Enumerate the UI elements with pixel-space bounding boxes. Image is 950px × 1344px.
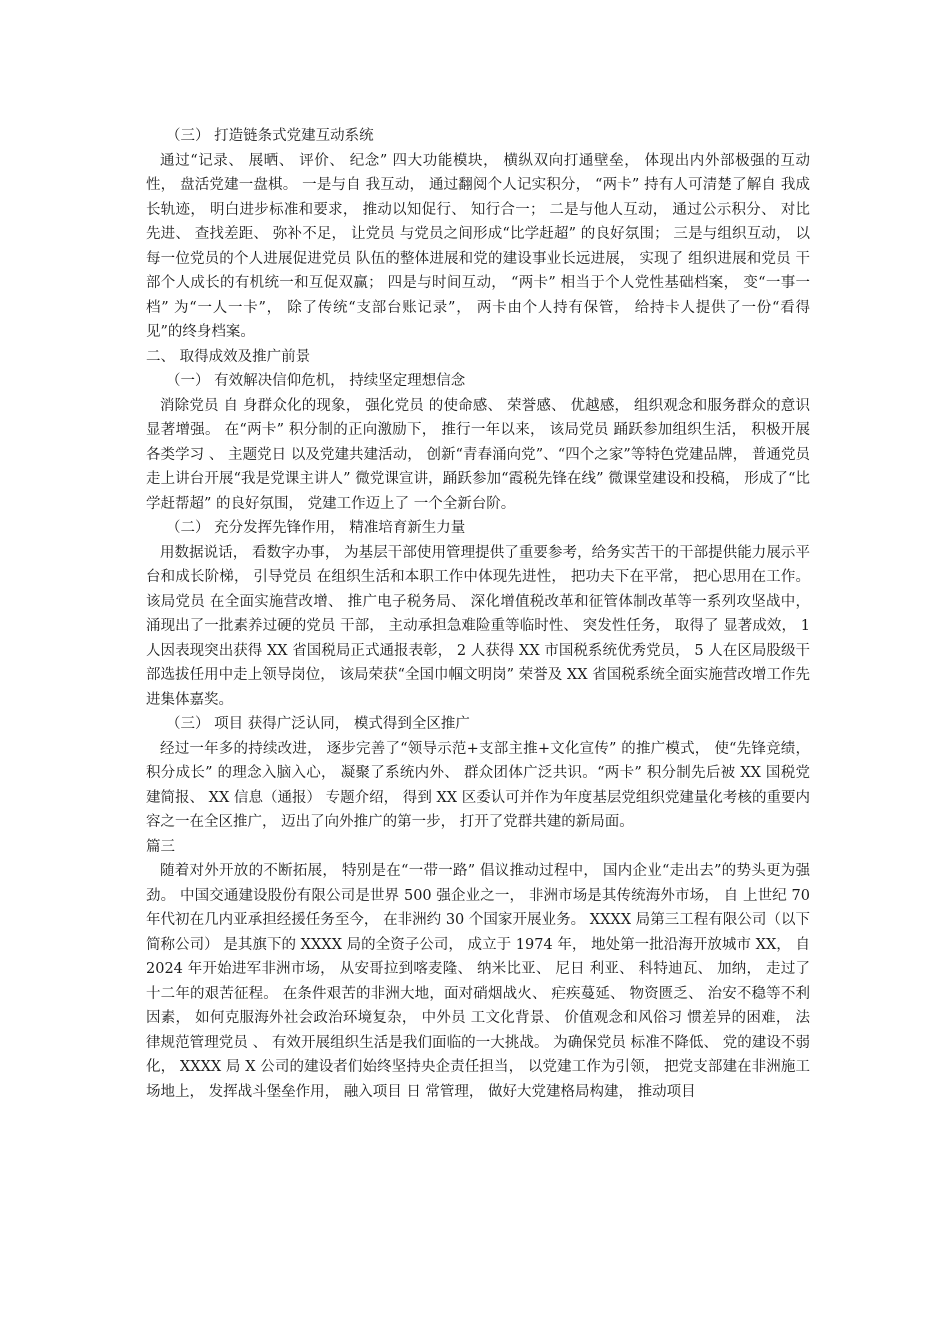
body-paragraph: 随着对外开放的不断拓展， 特别是在“一带一路” 倡议推动过程中， 国内企业“走出去”的势头更为强劲。 中国交通建设股份有限公司是世界 500 强企业之一， 非洲市场是其传统海外市场， 自 上世纪 70 年代初在几内亚承担经援任务至今， 在非洲约 30 个国家开展业务。 XXXX 局第三工程有限公司（以下简称公司） 是其旗下的 XXXX 局的全资子公司， 成立于 1974 年， 地处第一批沿海开放城市 XX， 自 2024 年开始进军非洲市场， 从安哥拉到喀麦隆、 纳米比亚、 尼日 利亚、 科特迪瓦、 加纳， 走过了十二年的艰苦征程。 在条件艰苦的非洲大地，面对硝烟战火、 疟疾蔓延、 物资匮乏、 治安不稳等不利因素， 如何克服海外社会政治环境复杂， 中外员 工文化背景、 价值观念和风俗习 惯差异的困难， 法律规范管理党员 、 有效开展组织生活是我们面临的一大挑战。 为确保党员 标准不降低、 党的建设不弱化， XXXX 局 X 公司的建设者们始终坚持央企责任担当， 以党建工作为引领， 把党支部建在非洲施工场地上， 发挥战斗堡垒作用， 融入项目 日 常管理， 做好大党建格局构建， 推动项目	[146, 863, 810, 1100]
body-paragraph: 用数据说话， 看数字办事， 为基层干部使用管理提供了重要参考，给务实苦干的干部提供能力展示平台和成长阶梯， 引导党员 在组织生活和本职工作中体现先进性， 把功夫下在平常， 把心思用在工作。 该局党员 在全面实施营改增、 推广电子税务局、 深化增值税改革和征管体制改革等一系列攻坚战中， 涌现出了一批素养过硬的党员 干部， 主动承担急难险重等临时性、 突发性任务， 取得了 显著成效， 1 人因表现突出获得 XX 省国税局正式通报表彰， 2 人获得 XX 市国税系统优秀党员， 5 人在区局股级干部选拔任用中走上领导岗位， 该局荣获“全国巾帼文明岗” 荣誉及 XX 省国税系统全面实施营改增工作先进集体嘉奖。	[146, 544, 810, 708]
section-heading: 二、 取得成效及推广前景	[146, 348, 311, 365]
body-paragraph: 消除党员 自 身群众化的现象， 强化党员 的使命感、 荣誉感、 优越感， 组织观念和服务群众的意识显著增强。 在“两卡” 积分制的正向激励下， 推行一年以来， 该局党员 踊跃参加组织生活， 积极开展各类学习 、 主题党日 以及党建共建活动， 创新“青春涌向党”、“四个之家”等特色党建品牌， 普通党员 走上讲台开展“我是党课主讲人” 微党课宣讲，踊跃参加“霞税先锋在线” 微课堂建设和投稿， 形成了“比学赶帮超” 的良好氛围， 党建工作迈上了 一个全新台阶。	[146, 397, 810, 512]
subsection-heading: （一） 有效解决信仰危机， 持续坚定理想信念	[166, 373, 466, 389]
part-label: 篇三	[146, 838, 175, 855]
body-paragraph: 通过“记录、 展晒、 评价、 纪念” 四大功能模块， 横纵双向打通壁垒， 体现出内外部极强的互动性， 盘活党建一盘棋。 一是与自 我互动， 通过翻阅个人记实积分， “两卡” 持有人可清楚了解自 我成长轨迹， 明白进步标准和要求， 推动以知促行、 知行合一； 二是与他人互动， 通过公示积分、 对比先进、 查找差距、 弥补不足， 让党员 与党员之间形成“比学赶超” 的良好氛围； 三是与组织互动， 以每一位党员的个人进展促进党员 队伍的整体进展和党的建设事业长远进展， 实现了 组织进展和党员 干部个人成长的有机统一和互促双赢； 四是与时间互动， “两卡” 相当于个人党性基础档案， 变“一事一档” 为“一人一卡”， 除了传统“支部台账记录”， 两卡由个人持有保管， 给持卡人提供了一份“看得见”的终身档案。	[146, 152, 810, 340]
subsection-heading: （三） 打造链条式党建互动系统	[166, 128, 374, 144]
body-paragraph: 经过一年多的持续改进， 逐步完善了“领导示范+支部主推+文化宣传” 的推广模式， 使“先锋竞绩， 积分成长” 的理念入脑入心， 凝聚了系统内外、 群众团体广泛共识。“两卡” 积分制先后被 XX 国税党建简报、 XX 信息（通报） 专题介绍， 得到 XX 区委认可并作为年度基层党组织党建量化考核的重要内容之一在全区推广， 迈出了向外推广的第一步， 打开了党群共建的新局面。	[146, 740, 810, 830]
subsection-heading: （三） 项目 获得广泛认同， 模式得到全区推广	[166, 716, 470, 732]
subsection-heading: （二） 充分发挥先锋作用， 精准培育新生力量	[166, 520, 466, 536]
document-page	[146, 124, 810, 1104]
